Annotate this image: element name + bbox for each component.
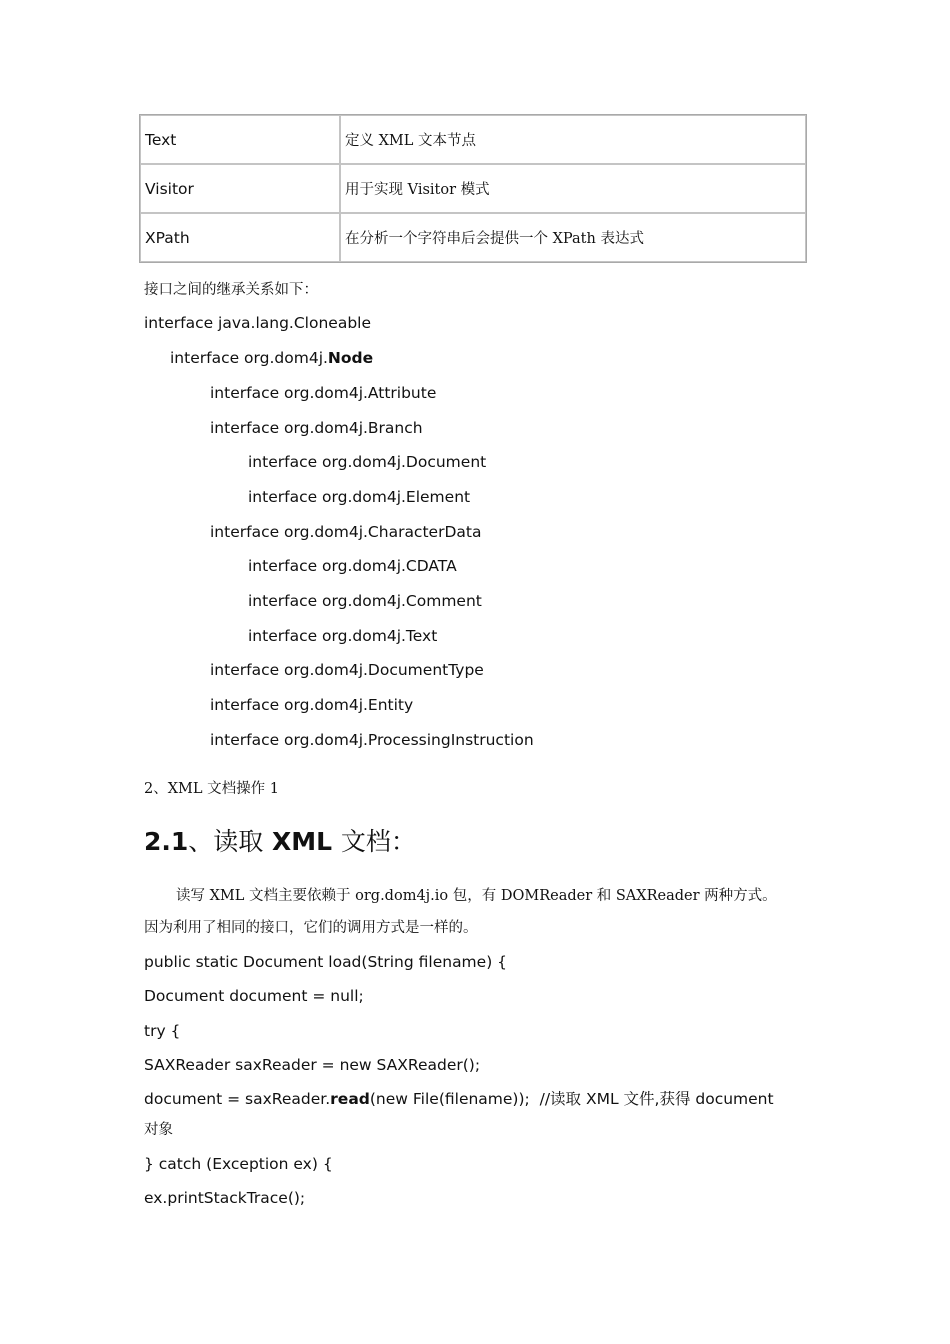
code-line-6: } catch (Exception ex) { bbox=[144, 1155, 333, 1173]
hierarchy-document: interface org.dom4j.Document bbox=[248, 453, 487, 471]
hierarchy-documenttype: interface org.dom4j.DocumentType bbox=[210, 661, 484, 679]
hierarchy-node-bold: Node bbox=[327, 349, 374, 367]
heading-xml: XML bbox=[272, 827, 333, 856]
paragraph-line-2: 因为利用了相同的接口，它们的调用方式是一样的。 bbox=[144, 920, 478, 936]
interface-desc-cell: 在分析一个字符串后会提供一个 XPath 表达式 bbox=[340, 213, 806, 262]
code-line-2: Document document = null; bbox=[144, 987, 364, 1005]
heading-sep: 、读取 bbox=[188, 827, 264, 856]
code-line-4: SAXReader saxReader = new SAXReader(); bbox=[144, 1056, 481, 1074]
heading-tail: 文档： bbox=[340, 827, 416, 856]
interface-name-cell: Text bbox=[140, 115, 340, 164]
code-line-5-wrap: 对象 bbox=[144, 1122, 173, 1138]
code-line-5 bbox=[144, 1089, 774, 1109]
hierarchy-text: interface org.dom4j.Text bbox=[248, 627, 438, 645]
interface-desc-cell: 定义 XML 文本节点 bbox=[340, 115, 806, 164]
interface-name-cell: Visitor bbox=[140, 164, 340, 213]
hierarchy-node-prefix: interface org.dom4j. bbox=[170, 349, 328, 367]
section-heading bbox=[144, 822, 416, 858]
hierarchy-node bbox=[170, 348, 373, 368]
code-line-1: public static Document load(String filename) { bbox=[144, 953, 508, 971]
code-line-5-pre: document = saxReader. bbox=[144, 1090, 331, 1108]
hierarchy-attribute: interface org.dom4j.Attribute bbox=[210, 384, 437, 402]
table-row bbox=[140, 164, 806, 213]
code-line-5-bold: read bbox=[330, 1090, 370, 1108]
section-label: 2、XML 文档操作 1 bbox=[144, 781, 279, 797]
hierarchy-element: interface org.dom4j.Element bbox=[248, 488, 471, 506]
hierarchy-branch: interface org.dom4j.Branch bbox=[210, 419, 423, 437]
heading-number: 2.1 bbox=[144, 827, 189, 856]
hierarchy-root: interface java.lang.Cloneable bbox=[144, 314, 372, 332]
hierarchy-characterdata: interface org.dom4j.CharacterData bbox=[210, 523, 482, 541]
hierarchy-cdata: interface org.dom4j.CDATA bbox=[248, 557, 457, 575]
code-line-7: ex.printStackTrace(); bbox=[144, 1189, 306, 1207]
table-row bbox=[140, 213, 806, 262]
intro-text: 接口之间的继承关系如下： bbox=[144, 282, 318, 298]
interface-desc-cell: 用于实现 Visitor 模式 bbox=[340, 164, 806, 213]
code-line-3: try { bbox=[144, 1022, 181, 1040]
interface-table bbox=[139, 114, 807, 263]
table-row bbox=[140, 115, 806, 164]
hierarchy-entity: interface org.dom4j.Entity bbox=[210, 696, 414, 714]
hierarchy-comment: interface org.dom4j.Comment bbox=[248, 592, 482, 610]
paragraph-line-1: 读写 XML 文档主要依赖于 org.dom4j.io 包，有 DOMReader 和 SAXReader 两种方式。 bbox=[176, 888, 777, 904]
interface-name-cell: XPath bbox=[140, 213, 340, 262]
hierarchy-pi: interface org.dom4j.ProcessingInstruction bbox=[210, 731, 534, 749]
code-line-5-post: (new File(filename)); //读取 XML 文件,获得 document bbox=[369, 1090, 774, 1108]
